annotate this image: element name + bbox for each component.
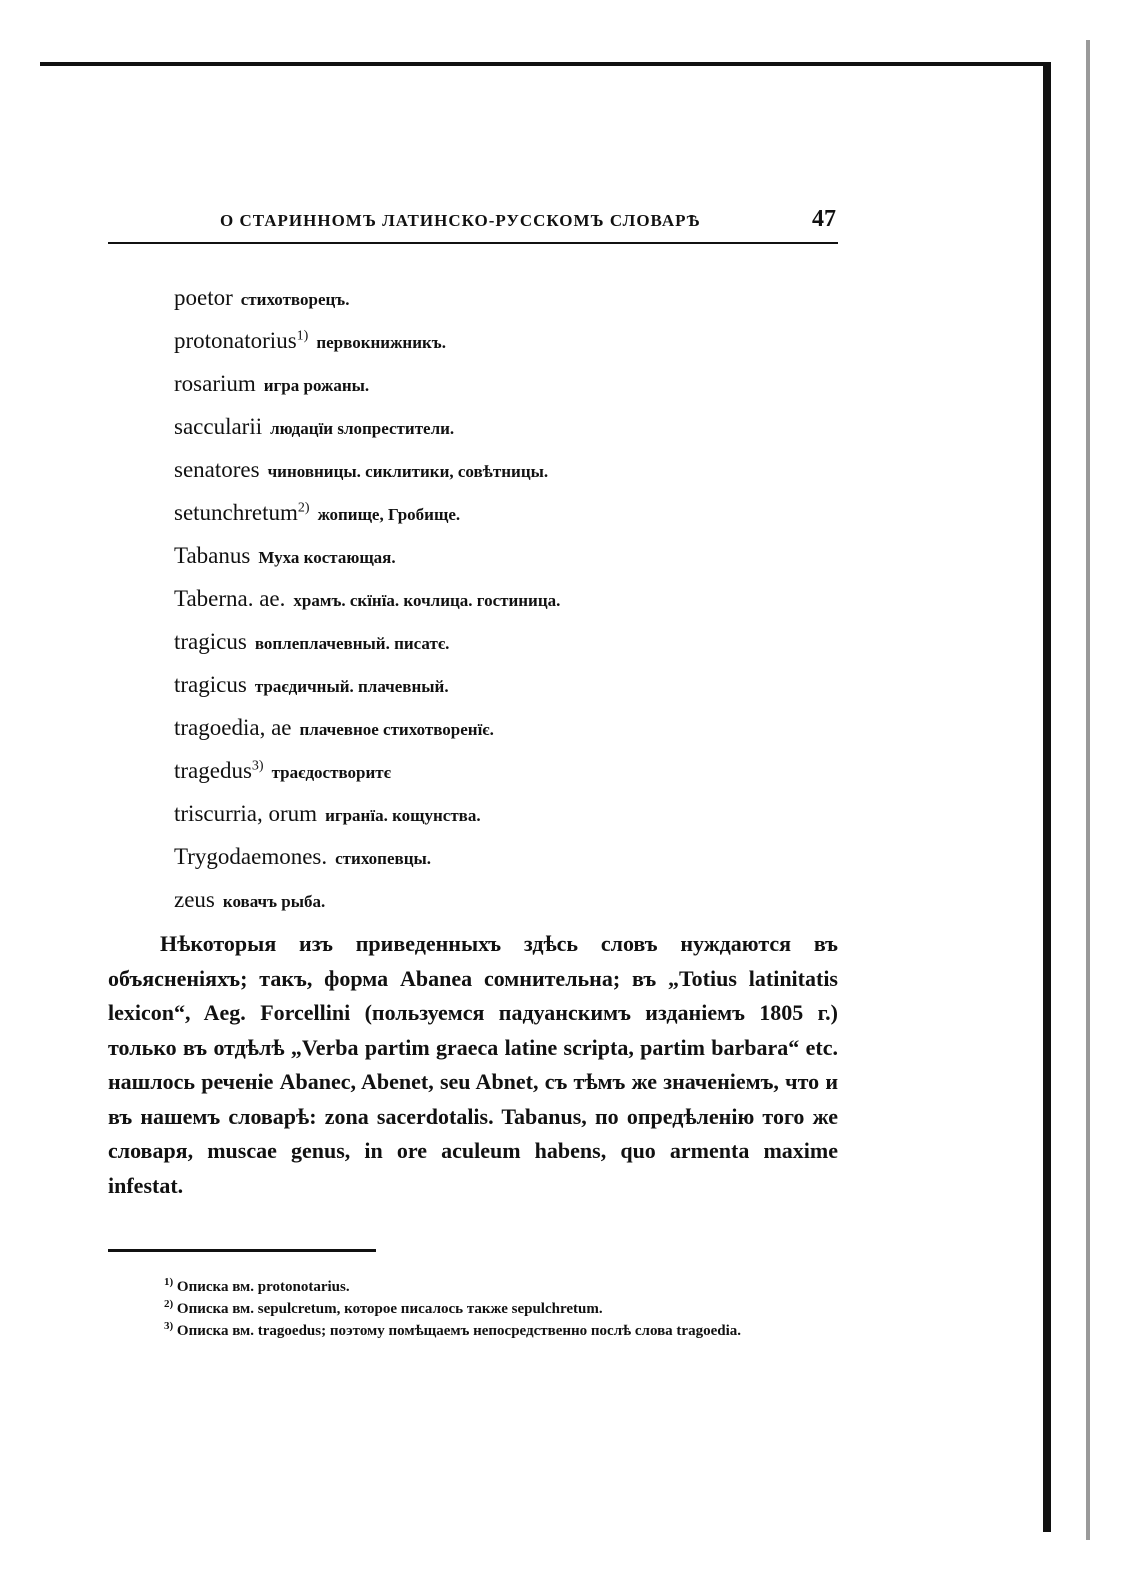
latin-term: Taberna. ae. [174,586,286,611]
russian-gloss: плачевное стихотворенїє. [299,720,494,739]
latin-term: senatores [174,457,260,482]
latin-term: tragicus [174,629,247,654]
latin-term: protonatorius [174,328,297,353]
latin-term: tragicus [174,672,247,697]
russian-gloss: храмъ. скїнїа. кочлица. гостиница. [293,591,561,610]
glossary-entry [174,534,838,577]
glossary-entry [174,405,838,448]
footnote-text: Описка вм. sepulcretum, которое писалось также sepulchretum. [176,1301,603,1317]
latin-term: zeus [174,887,215,912]
page-number: 47 [812,206,836,232]
latin-term: saccularii [174,414,263,439]
latin-term: tragoedia, ae [174,715,292,740]
scan-border-top [40,62,1045,66]
russian-gloss: ковачъ рыба. [222,892,326,911]
scan-border-right [1043,62,1051,1532]
latin-term: triscurria, orum [174,801,318,826]
glossary-entry [174,878,838,921]
russian-gloss: стихотворецъ. [240,290,350,309]
footnotes [108,1276,838,1342]
footnote-number: 2) [164,1298,174,1310]
body-paragraph: Нѣкоторыя изъ приведенныхъ здѣсь словъ нуждаются въ объясненiяхъ; такъ, форма Abanea сомнительна; въ „Totius latinitatis lexicon“, Aeg. Forcellini (пользуемся падуанскимъ изданiемъ 1805 г.) только въ отдѣлѣ „Verba partim graeca latine scripta, partim barbara“ etc. нашлось реченiе Abanec, Abenet, seu Abnet, съ тѣмъ же значенiемъ, что и въ нашемъ словарѣ: zona sacerdotalis. Tabanus, по опредѣленiю того же словаря, muscae genus, in ore aculeum habens, quo armenta maxime infestat. [108,931,838,1198]
latin-term: Trygodaemones. [174,844,328,869]
glossary-entry [174,663,838,706]
footnote [108,1276,838,1298]
latin-term: tragedus [174,758,252,783]
running-title: О СТАРИННОМЪ ЛАТИНСКО-РУССКОМЪ СЛОВАРѢ [220,211,701,230]
glossary-list [174,276,838,921]
glossary-entry [174,362,838,405]
footnote-number: 3) [164,1320,174,1332]
russian-gloss: первокнижникъ. [316,333,446,352]
glossary-entry [174,749,838,792]
glossary-entry [174,835,838,878]
book-page [108,200,838,1342]
footnote-text: Описка вм. tragoedus; поэтому помѣщаемъ непосредственно послѣ слова tragoedia. [176,1323,742,1339]
footnote [108,1298,838,1320]
latin-term: setunchretum [174,500,298,525]
russian-gloss: стихопевцы. [335,849,432,868]
latin-term: poetor [174,285,233,310]
footnote-divider [108,1249,376,1252]
latin-term: rosarium [174,371,256,396]
glossary-entry [174,706,838,749]
scan-border-far [1086,40,1090,1540]
russian-gloss: Муха костающая. [258,548,396,567]
running-head [108,200,838,244]
footnote-number: 1) [164,1276,174,1288]
russian-gloss: траєдичный. плачевный. [254,677,449,696]
glossary-entry [174,276,838,319]
latin-term: Tabanus [174,543,251,568]
footnote [108,1320,838,1342]
russian-gloss: жопище, Гробище. [317,505,461,524]
glossary-entry [174,577,838,620]
russian-gloss: игранїа. кощунства. [325,806,481,825]
russian-gloss: воплеплачевный. писатє. [254,634,450,653]
russian-gloss: людацїи ѕлопрестители. [270,419,455,438]
glossary-entry [174,620,838,663]
glossary-entry [174,491,838,534]
footnote-ref: 2) [297,500,310,516]
russian-gloss: траєдостворитє [271,763,391,782]
glossary-entry [174,319,838,362]
footnote-text: Описка вм. protonotarius. [176,1279,350,1295]
glossary-entry [174,448,838,491]
russian-gloss: игра рожаны. [263,376,370,395]
footnote-ref: 3) [251,758,264,774]
russian-gloss: чиновницы. сиклитики, совѣтницы. [267,462,549,481]
glossary-entry [174,792,838,835]
footnote-ref: 1) [296,328,309,344]
